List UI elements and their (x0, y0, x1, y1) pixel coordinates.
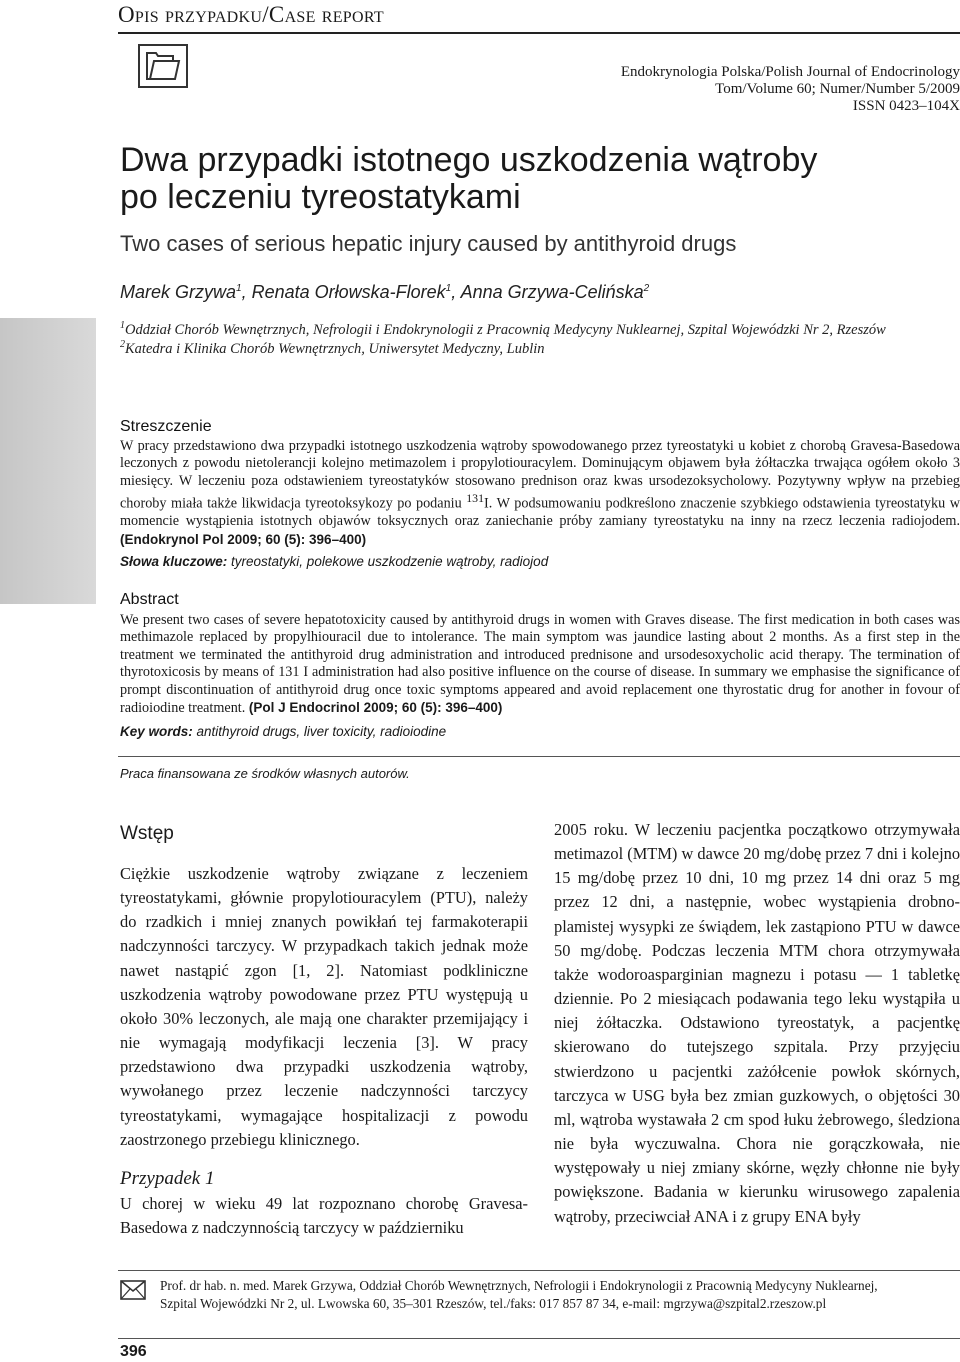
author-sep: , (451, 282, 461, 302)
correspondence (160, 1277, 960, 1313)
journal-name: Endokrynologia Polska/Polish Journal of Endocrinology (620, 64, 960, 80)
wstep-text: Ciężkie uszkodzenie wątroby związane z leczeniem tyreostatykami, głównie propylotiouracylem (PTU), należy do rzadkich i mniej znanych powikłań tej farmakoterapii nadczynności tarczycy. W przypadkach takich jednak może nawet nastąpić zgon [1, 2]. Natomiast podkliniczne uszkodzenia wątroby powodowane przez PTU występują u około 30% leczonych, ale mają one charakter przemijający i nie wymagają modyfikacji leczenia [3]. W pracy przedstawiono dwa przypadki uszkodzenia wątroby, wywołanego przez leczenie nadczynności tarczycy tyreostatykami, wymagające hospitalizacji z powodu zaostrzonego przebiegu klinicznego. (120, 864, 528, 1149)
affiliation-2 (120, 339, 960, 358)
slowa-kluczowe-text: tyreostatyki, polekowe uszkodzenie wątroby, radiojod (227, 554, 549, 569)
key-words-text: antithyroid drugs, liver toxicity, radioiodine (192, 724, 447, 739)
authors (120, 282, 649, 303)
author-3: Anna Grzywa-Celińska (460, 282, 644, 302)
page-number-rule (118, 1338, 960, 1339)
funding-note: Praca finansowana ze środków własnych autorów. (120, 766, 410, 781)
correspondence-line1: Prof. dr hab. n. med. Marek Grzywa, Oddział Chorób Wewnętrznych, Nefrologii i Endokrynologii z Pracownią Medycyny Nuklearnej, (160, 1278, 878, 1293)
folder-icon-box (138, 44, 188, 88)
correspondence-rule (118, 1270, 960, 1271)
key-words-label: Key words: (120, 724, 193, 739)
title-polish (120, 142, 880, 216)
wstep-heading: Wstęp (120, 823, 174, 844)
abstract-text: We present two cases of severe hepatotoxicity caused by antithyroid drugs in women with Graves disease. The first medication in both cases was methimazole replaced by propylhiouracil due to intolerance. The main symptom was jaundice lasting about 2 months. As a first step in the treatment we terminated the antithyroid drug administration and introduced prednisone and ursodesoxycholic acid therapy. The termination of thyrotoxicosis by means of 131 I administration had also positive influence on the course of disease. In summary we emphasise the significance of prompt discontinuation of antithyroid drug once toxic symptoms appeared and avoid replacement one thyrostatic drug for another in fovour of radioiodine treatment. (120, 612, 960, 717)
affiliation-1-text: Oddział Chorób Wewnętrznych, Nefrologii i Endokrynologii z Pracownią Medycyny Nuklearnej, Szpital Wojewódzki Nr 2, Rzeszów (125, 321, 886, 338)
header-rule (118, 32, 960, 34)
author-3-sup: 2 (643, 283, 650, 294)
abstract-citation: (Pol J Endocrinol 2009; 60 (5): 396–400) (248, 700, 503, 716)
title-english: Two cases of serious hepatic injury caused by antithyroid drugs (120, 231, 737, 256)
streszczenie-heading: Streszczenie (120, 418, 212, 435)
journal-issn: ISSN 0423–104X (852, 98, 960, 114)
column-right (554, 818, 960, 1229)
case1-continuation: 2005 roku. W leczeniu pacjentka początkowo otrzymywała metimazol (MTM) w dawce 20 mg/dobę przez 7 dni i kolejno 15 mg/dobę przez 10 dni, 10 mg przez 14 dni oraz 5 mg przez 12 dni, a następnie, wobec wystąpienia drobno-plamistej wysypki ze świądem, lek zastąpiono PTU w dawce 50 mg/dobę. Podczas leczenia MTM chora otrzymywała także wodoroasparginian magnezu i potasu — 1 tabletkę dziennie. Po 2 miesiącach podawania tego leku wystąpiła u niej żółtaczka. Odstawiono tyreostatyk, a pacjentkę skierowano do tutejszego szpitala. Przy przyjęciu stwierdzono u pacjentki zażółcenie powłok skórnych, tarczyca w USG była bez zmian guzkowych, o objętości 30 ml, wątroba wystawała 2 cm spod łuku żebrowego, śledziona nie była wyczuwalna. Chora nie gorączkowała, nie występowały u niej zmiany skórne, węzły chłonne nie były powiększone. Badania w kierunku wirusowego zapalenia wątroby, przeciwciał ANA i z grupy ENA były (554, 820, 960, 1226)
streszczenie-citation: (Endokrynol Pol 2009; 60 (5): 396–400) (120, 531, 367, 547)
abstract-heading: Abstract (120, 591, 179, 608)
case1-text: U chorej w wieku 49 lat rozpoznano chorobę Gravesa-Basedowa z nadczynnością tarczycy w październiku (120, 1193, 528, 1238)
streszczenie-sup: 131 (466, 491, 485, 506)
envelope-icon (120, 1280, 146, 1300)
journal-volume: Tom/Volume 60; Numer/Number 5/2009 (715, 81, 960, 97)
affiliation-2-text: Katedra i Klinika Chorób Wewnętrznych, Uniwersytet Medyczny, Lublin (125, 340, 545, 357)
author-2: Renata Orłowska-Florek (251, 282, 446, 302)
affiliation-1-sup: 1 (120, 320, 125, 331)
streszczenie-body (120, 438, 960, 549)
section-header: Opis przypadku/Case report (118, 2, 384, 27)
author-1-sup: 1 (236, 283, 242, 294)
folder-icon (144, 49, 182, 83)
author-2-sup: 1 (445, 283, 452, 294)
page-number: 396 (120, 1343, 147, 1360)
column-left (120, 818, 528, 1240)
author-1: Marek Grzywa (120, 282, 237, 302)
slowa-kluczowe-label: Słowa kluczowe: (120, 554, 228, 569)
side-gray-bar (0, 318, 96, 604)
abstract-body (120, 612, 960, 717)
correspondence-line2: Szpital Wojewódzki Nr 2, ul. Lwowska 60, 35–301 Rzeszów, tel./faks: 017 857 87 34, e-mail: mgrzywa@szpital2.rzeszow.pl (160, 1296, 827, 1311)
funding-rule (118, 756, 960, 757)
key-words (120, 724, 446, 739)
slowa-kluczowe (120, 554, 548, 569)
journal-info (460, 64, 960, 115)
affiliation-1 (120, 320, 960, 339)
streszczenie-text-1: W pracy przedstawiono dwa przypadki istotnego uszkodzenia wątroby spowodowanego przez tyreostatyki u kobiet z chorobą Gravesa-Basedowa leczonych z powodu nietolerancji kolejno metimazolem i propylotiouracylem. Dominującym objawem była żółtaczka trwająca ogółem około 3 miesięcy. W leczeniu poza odstawieniem tyreostatyków stosowano prednison oraz kwas ursodezoksycholowy. Pozytywny wpływ na przebieg choroby miała także likwidacja tyreotoksykozy po podaniu (120, 438, 960, 512)
author-sep: , (241, 282, 252, 302)
affiliation-2-sup: 2 (120, 339, 125, 350)
case1-heading: Przypadek 1 (120, 1167, 215, 1189)
title-polish-line1: Dwa przypadki istotnego uszkodzenia wątroby (120, 141, 818, 179)
streszczenie-text-2: I. W podsumowaniu podkreślono znaczenie szybkiego odstawienia tyreostatyku w momencie wystąpienia istotnych objawów toksycznych oraz zaniechanie próby zamiany tyreostatyku na inny na rzecz leczenia radiojodem. (120, 495, 960, 530)
title-polish-line2: po leczeniu tyreostatykami (120, 178, 521, 216)
